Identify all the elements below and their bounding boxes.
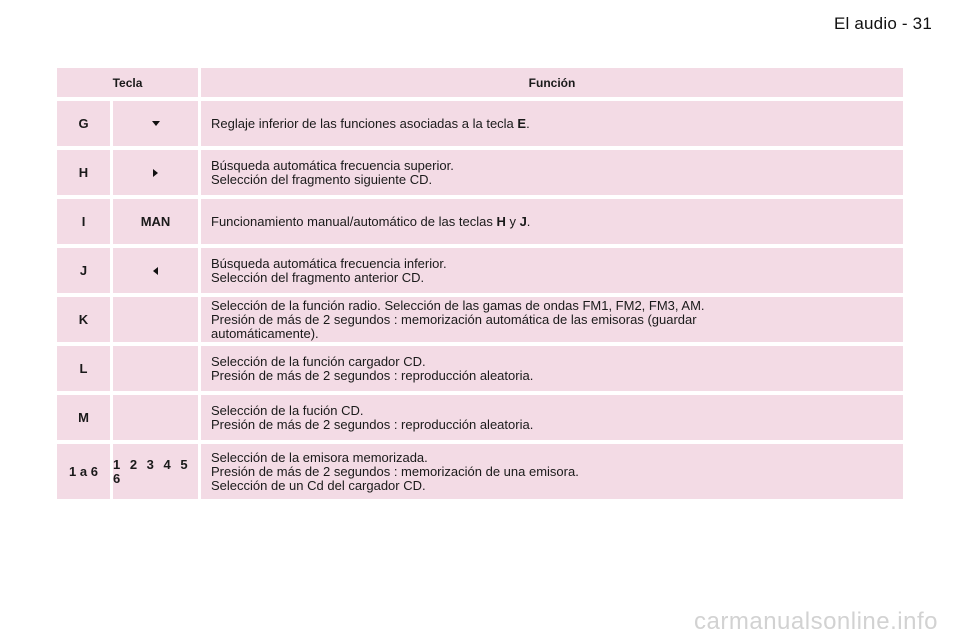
description-line: Selección de la fución CD. (211, 402, 364, 418)
preset-numbers: 1 2 3 4 5 6 (113, 456, 191, 486)
table-row (57, 248, 903, 293)
key-symbol (113, 395, 198, 440)
description-line: Reglaje inferior de las funciones asociadas a la tecla E. (211, 115, 530, 131)
description-line: Selección de la función radio. Selección de las gamas de ondas FM1, FM2, FM3, AM. (211, 297, 705, 313)
table-row (57, 346, 903, 391)
arrow-left-icon (153, 267, 158, 275)
key-symbol (113, 346, 198, 391)
key-label: H (57, 150, 110, 195)
arrow-right-icon (153, 169, 158, 177)
description-line: Funcionamiento manual/automático de las teclas H y J. (211, 213, 531, 229)
function-description (201, 297, 903, 342)
description-line: Selección del fragmento siguiente CD. (211, 171, 433, 187)
description-line: Búsqueda automática frecuencia inferior. (211, 255, 447, 271)
key-label: I (57, 199, 110, 244)
key-symbol (113, 248, 198, 293)
description-line: Presión de más de 2 segundos : memorización de una emisora. (211, 463, 579, 479)
function-description (201, 346, 903, 391)
description-line: automáticamente). (211, 325, 319, 341)
table-row (57, 150, 903, 195)
table-header-row (57, 68, 903, 97)
function-description (201, 248, 903, 293)
description-line: Selección de la función cargador CD. (211, 353, 426, 369)
key-label: M (57, 395, 110, 440)
key-label: G (57, 101, 110, 146)
table-row (57, 444, 903, 499)
function-description (201, 101, 903, 146)
column-header-function: Función (201, 68, 903, 97)
key-label: J (57, 248, 110, 293)
key-function-table (57, 68, 903, 503)
key-label: 1 a 6 (57, 444, 110, 499)
description-line: Selección de la emisora memorizada. (211, 449, 428, 465)
key-symbol (113, 101, 198, 146)
table-row (57, 395, 903, 440)
key-label: K (57, 297, 110, 342)
table-row (57, 199, 903, 244)
key-symbol (113, 444, 198, 499)
page-title: El audio - 31 (833, 14, 932, 33)
column-header-key: Tecla (57, 68, 198, 97)
function-description (201, 444, 903, 499)
description-line: Selección del fragmento anterior CD. (211, 269, 425, 285)
arrow-down-icon (152, 121, 160, 126)
key-symbol (113, 150, 198, 195)
description-line: Selección de un Cd del cargador CD. (211, 477, 426, 493)
table-row (57, 297, 903, 342)
function-description (201, 150, 903, 195)
watermark: carmanualsonline.info (694, 608, 938, 635)
function-description (201, 199, 903, 244)
description-line: Presión de más de 2 segundos : reproducción aleatoria. (211, 416, 534, 432)
function-description (201, 395, 903, 440)
key-symbol: MAN (113, 199, 198, 244)
description-line: Presión de más de 2 segundos : reproducción aleatoria. (211, 367, 534, 383)
table-row (57, 101, 903, 146)
key-symbol (113, 297, 198, 342)
key-label: L (57, 346, 110, 391)
description-line: Presión de más de 2 segundos : memorización automática de las emisoras (guardar (211, 311, 697, 327)
description-line: Búsqueda automática frecuencia superior. (211, 157, 454, 173)
